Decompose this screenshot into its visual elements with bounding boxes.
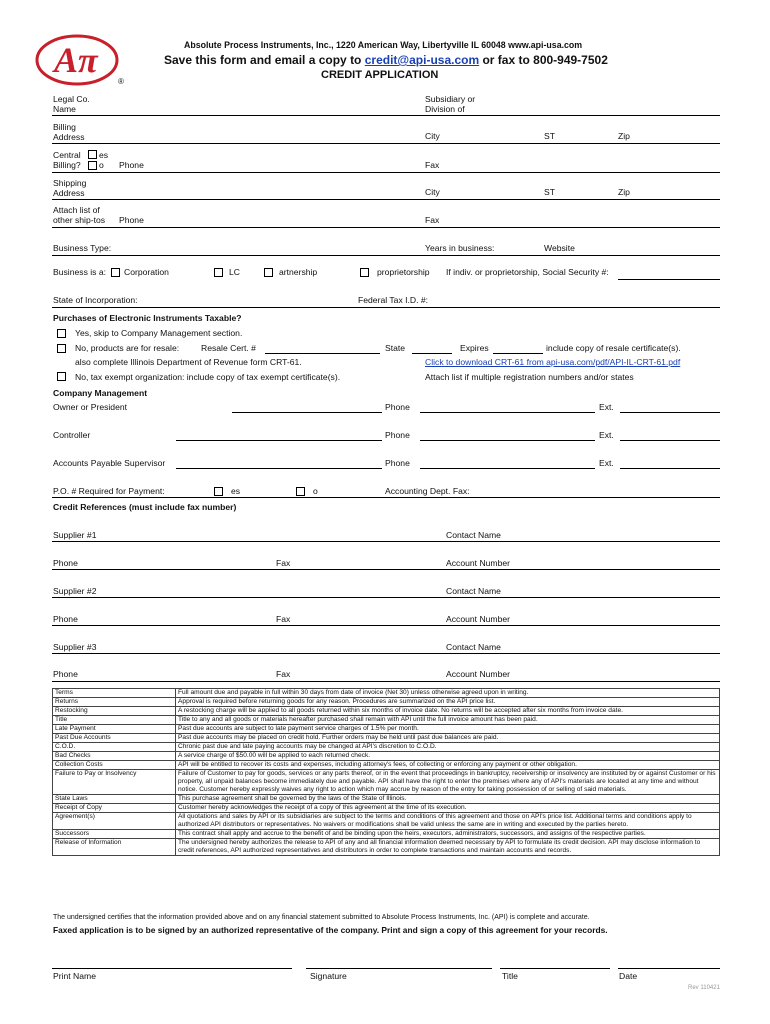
terms-row <box>53 804 720 813</box>
terms-value: Past due accounts may be placed on credit hold. Further orders may be held until past due balances are paid. <box>176 734 720 743</box>
crt61-download-link[interactable]: Click to download CRT-61 from api-usa.com/pdf/API-IL-CRT-61.pdf <box>425 357 681 367</box>
central-billing-yes-label: es <box>99 150 109 160</box>
subsidiary-label: Subsidiary or Division of <box>425 94 476 114</box>
ssn-label: If indiv. or proprietorship, Social Security #: <box>446 267 609 277</box>
tax-exempt-label: No, tax exempt organization: include copy of tax exempt certificate(s). <box>75 372 341 382</box>
registered-mark: ® <box>118 77 124 86</box>
resale-expires-field[interactable] <box>493 353 543 354</box>
business-type-field[interactable] <box>52 255 720 256</box>
supplier3-field[interactable] <box>52 653 720 654</box>
terms-row <box>53 698 720 707</box>
terms-value: Title to any and all goods or materials hereafter purchased shall remain with API until the full invoice amount has been paid. <box>176 716 720 725</box>
title-label: Title <box>502 971 518 981</box>
certification-statement: The undersigned certifies that the information provided above and on any financial statement submitted to Absolute Process Instruments, Inc. (API) is complete and accurate. <box>53 914 590 921</box>
terms-key: Successors <box>53 830 176 839</box>
state-of-incorporation-field[interactable] <box>52 307 720 308</box>
terms-value: Approval is required before returning goods for any reason. Procedures are summarized on the API price list. <box>176 698 720 707</box>
shipping-address-label: Shipping Address <box>53 178 87 198</box>
supplier2-phone-label: Phone <box>53 614 78 624</box>
signature-field[interactable] <box>306 968 492 969</box>
ap-supervisor-label: Accounts Payable Supervisor <box>53 458 166 468</box>
terms-value: Past due accounts are subject to late payment service charges of 1.5% per month. <box>176 725 720 734</box>
po-no-checkbox[interactable] <box>296 487 305 496</box>
supplier3-label: Supplier #3 <box>53 642 97 652</box>
supplier1-fax-label: Fax <box>276 558 291 568</box>
billing-zip-label: Zip <box>618 131 630 141</box>
terms-row <box>53 830 720 839</box>
supplier1-phone-field[interactable] <box>52 569 720 570</box>
corporation-label: Corporation <box>124 267 169 277</box>
ap-ext-label: Ext. <box>599 458 614 468</box>
terms-row <box>53 761 720 770</box>
billing-phone-field[interactable] <box>52 172 720 173</box>
references-title: Credit References (must include fax number) <box>53 502 237 512</box>
terms-key: Bad Checks <box>53 752 176 761</box>
legal-co-label: Legal Co. Name <box>53 94 90 114</box>
terms-key: Past Due Accounts <box>53 734 176 743</box>
ap-supervisor-field[interactable] <box>176 468 382 469</box>
supplier1-phone-label: Phone <box>53 558 78 568</box>
tax-section-title: Purchases of Electronic Instruments Taxable? <box>53 313 242 323</box>
po-required-label: P.O. # Required for Payment: <box>53 486 165 496</box>
terms-key: State Laws <box>53 795 176 804</box>
resale-state-field[interactable] <box>412 353 452 354</box>
shipping-phone-field[interactable] <box>52 227 720 228</box>
form-title: CREDIT APPLICATION <box>321 69 439 81</box>
terms-value: Failure of Customer to pay for goods, services or any parts thereof, or in the event that proceedings in bankruptcy, receivership or insolvency are instituted by or against Customer or his property, all unpaid balances become immediately due and payable. API shall have the right to enter the premises where any of API's materials are located at any time and without notice. Customer hereby expressly waives any right to action which may accrue by reason of the entry for taking possession of or selling of said materials. <box>176 770 720 795</box>
terms-key: Restocking <box>53 707 176 716</box>
federal-tax-id-label: Federal Tax I.D. #: <box>358 295 429 305</box>
billing-city-label: City <box>425 131 440 141</box>
supplier1-account-label: Account Number <box>446 558 511 568</box>
billing-st-label: ST <box>544 131 555 141</box>
terms-row <box>53 752 720 761</box>
save-suffix: or fax to 800-949-7502 <box>479 53 608 67</box>
management-title: Company Management <box>53 388 148 398</box>
terms-value: The undersigned hereby authorizes the release to API of any and all financial information deemed necessary by API to formulate its credit decision. API may disclose information to credit references, API authorized representatives and distributors in order to complete transactions and maintain accounts and records. <box>176 839 720 856</box>
supplier2-label: Supplier #2 <box>53 586 97 596</box>
ap-ext-field[interactable] <box>620 468 720 469</box>
central-billing-label: Central Billing? <box>53 150 81 170</box>
billing-address-field[interactable] <box>52 143 720 144</box>
include-resale-copy: include copy of resale certificate(s). <box>546 343 681 353</box>
owner-phone-field[interactable] <box>420 412 595 413</box>
terms-value: API will be entitled to recover its costs and expenses, including attorney's fees, of collecting or enforcing any payment or other obligation. <box>176 761 720 770</box>
years-in-business-label: Years in business: <box>425 243 495 253</box>
business-is-a-label: Business is a: <box>53 267 107 277</box>
controller-phone-field[interactable] <box>420 440 595 441</box>
terms-row <box>53 725 720 734</box>
controller-phone-label: Phone <box>385 430 410 440</box>
supplier2-account-label: Account Number <box>446 614 511 624</box>
attach-registrations-note: Attach list if multiple registration numbers and/or states <box>425 372 634 382</box>
terms-key: Failure to Pay or Insolvency <box>53 770 176 795</box>
terms-key: Collection Costs <box>53 761 176 770</box>
terms-key: Late Payment <box>53 725 176 734</box>
tax-resale-checkbox[interactable] <box>57 344 66 353</box>
legal-co-field[interactable] <box>52 115 720 116</box>
terms-value: Customer hereby acknowledges the receipt of a copy of this agreement at the time of its execution. <box>176 804 720 813</box>
website-label: Website <box>544 243 575 253</box>
supplier2-field[interactable] <box>52 597 720 598</box>
supplier3-contact-label: Contact Name <box>446 642 501 652</box>
print-name-field[interactable] <box>52 968 292 969</box>
proprietorship-checkbox[interactable] <box>360 268 369 277</box>
controller-field[interactable] <box>176 440 382 441</box>
tax-yes-checkbox[interactable] <box>57 329 66 338</box>
resale-expires-label: Expires <box>460 343 489 353</box>
shipping-address-field[interactable] <box>52 199 720 200</box>
partnership-label: artnership <box>279 267 318 277</box>
proprietorship-label: proprietorship <box>377 267 430 277</box>
controller-ext-field[interactable] <box>620 440 720 441</box>
title-field[interactable] <box>500 968 610 969</box>
terms-row <box>53 770 720 795</box>
terms-value: Chronic past due and late paying accounts may be changed at API's discretion to C.O.D. <box>176 743 720 752</box>
shipping-st-label: ST <box>544 187 555 197</box>
terms-row <box>53 795 720 804</box>
terms-key: Release of Information <box>53 839 176 856</box>
terms-key: C.O.D. <box>53 743 176 752</box>
llc-checkbox[interactable] <box>214 268 223 277</box>
resale-cert-field[interactable] <box>265 353 380 354</box>
llc-label: LC <box>229 267 240 277</box>
supplier3-phone-label: Phone <box>53 669 78 679</box>
po-row-line <box>52 497 720 498</box>
attach-shiptos-label: Attach list of other ship-tos <box>53 205 106 225</box>
controller-label: Controller <box>53 430 91 440</box>
terms-key: Agreement(s) <box>53 813 176 830</box>
shipping-zip-label: Zip <box>618 187 630 197</box>
save-instructions <box>164 53 608 67</box>
terms-row <box>53 839 720 856</box>
terms-value: This contract shall apply and accrue to the benefit of and be binding upon the heirs, executors, administrators, successors, and assigns of the respective parties. <box>176 830 720 839</box>
billing-address-label: Billing Address <box>53 122 85 142</box>
billing-phone-label: Phone <box>119 160 144 170</box>
print-name-label: Print Name <box>53 971 96 981</box>
owner-ext-field[interactable] <box>620 412 720 413</box>
supplier3-account-label: Account Number <box>446 669 511 679</box>
terms-row <box>53 743 720 752</box>
terms-row <box>53 689 720 698</box>
save-prefix: Save this form and email a copy to <box>164 53 365 67</box>
supplier1-label: Supplier #1 <box>53 530 97 540</box>
ap-phone-label: Phone <box>385 458 410 468</box>
supplier2-phone-field[interactable] <box>52 625 720 626</box>
terms-key: Terms <box>53 689 176 698</box>
central-billing-no-label: o <box>99 160 104 170</box>
tax-exempt-checkbox[interactable] <box>57 372 66 381</box>
supplier3-phone-field[interactable] <box>52 681 720 682</box>
terms-row <box>53 716 720 725</box>
date-label: Date <box>619 971 638 981</box>
supplier2-contact-label: Contact Name <box>446 586 501 596</box>
date-field[interactable] <box>618 968 720 969</box>
resale-cert-label: Resale Cert. # <box>201 343 256 353</box>
partnership-checkbox[interactable] <box>264 268 273 277</box>
signature-label: Signature <box>310 971 347 981</box>
billing-fax-label: Fax <box>425 160 440 170</box>
shipping-phone-label: Phone <box>119 215 144 225</box>
also-complete-crt61: also complete Illinois Department of Revenue form CRT-61. <box>75 357 302 367</box>
accounting-fax-label: Accounting Dept. Fax: <box>385 486 470 496</box>
tax-yes-label: Yes, skip to Company Management section. <box>75 328 243 338</box>
revision-label: Rev 110421 <box>688 985 720 991</box>
terms-value: All quotations and sales by API or its subsidiaries are subject to the terms and conditions of this agreement and those on API's price list. Additional terms and conditions apply to authorized API distributors or representatives. No waivers or modifications shall be valid unless the same are in writing and executed by the parties hereto. <box>176 813 720 830</box>
corporation-checkbox[interactable] <box>111 268 120 277</box>
terms-key: Returns <box>53 698 176 707</box>
logo-text: Aπ <box>54 40 98 80</box>
terms-key: Receipt of Copy <box>53 804 176 813</box>
owner-phone-label: Phone <box>385 402 410 412</box>
central-billing-no-checkbox[interactable] <box>88 161 97 170</box>
terms-row <box>53 734 720 743</box>
ap-phone-field[interactable] <box>420 468 595 469</box>
supplier3-fax-label: Fax <box>276 669 291 679</box>
controller-ext-label: Ext. <box>599 430 614 440</box>
supplier2-fax-label: Fax <box>276 614 291 624</box>
owner-label: Owner or President <box>53 402 128 412</box>
terms-row <box>53 813 720 830</box>
terms-table <box>52 688 720 856</box>
business-type-label: Business Type: <box>53 243 112 253</box>
supplier1-contact-label: Contact Name <box>446 530 501 540</box>
credit-email-link[interactable]: credit@api-usa.com <box>364 53 480 67</box>
owner-ext-label: Ext. <box>599 402 614 412</box>
po-no-label: o <box>313 486 318 496</box>
owner-field[interactable] <box>232 412 382 413</box>
ssn-field[interactable] <box>618 279 720 280</box>
resale-state-label: State <box>385 343 406 353</box>
terms-value: A restocking charge will be applied to all goods returned within six months of invoice date. No returns will be accepted after six months from invoice date. <box>176 707 720 716</box>
shipping-fax-label: Fax <box>425 215 440 225</box>
company-address-line: Absolute Process Instruments, Inc., 1220 American Way, Libertyville IL 60048 www.api-usa.com <box>184 40 583 50</box>
central-billing-yes-checkbox[interactable] <box>88 150 97 159</box>
terms-value: This purchase agreement shall be governed by the laws of the State of Illinois. <box>176 795 720 804</box>
terms-value: A service charge of $50.00 will be applied to each returned check. <box>176 752 720 761</box>
tax-resale-label: No, products are for resale: <box>75 343 180 353</box>
supplier1-field[interactable] <box>52 541 720 542</box>
terms-key: Title <box>53 716 176 725</box>
po-yes-label: es <box>231 486 241 496</box>
terms-value: Full amount due and payable in full within 30 days from date of invoice (Net 30) unless otherwise agreed upon in writing. <box>176 689 720 698</box>
terms-row <box>53 707 720 716</box>
po-yes-checkbox[interactable] <box>214 487 223 496</box>
faxed-application-note: Faxed application is to be signed by an authorized representative of the company. Print and sign a copy of this agreement for your records. <box>53 925 608 935</box>
shipping-city-label: City <box>425 187 440 197</box>
api-logo <box>30 28 130 93</box>
state-of-incorporation-label: State of Incorporation: <box>53 295 138 305</box>
